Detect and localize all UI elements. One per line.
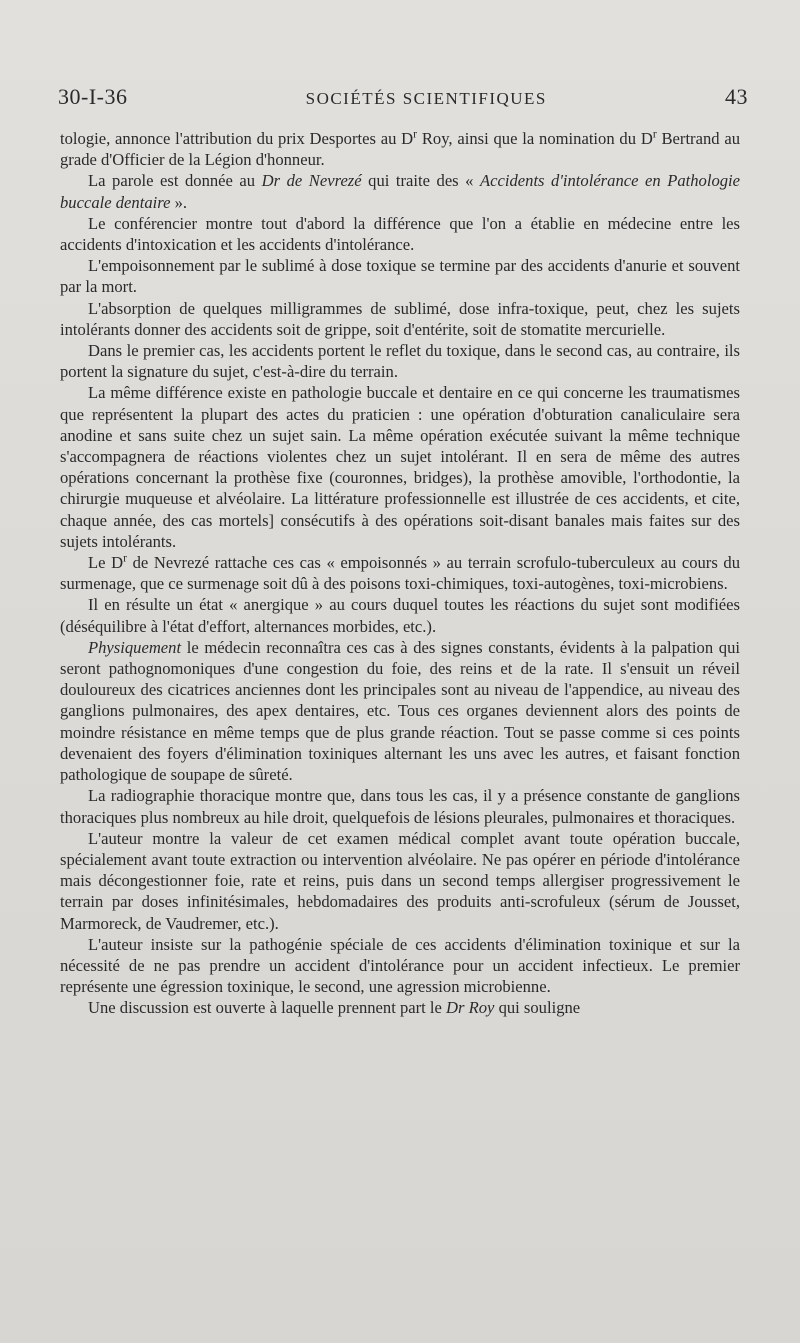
body-text <box>60 128 740 1019</box>
paragraph: Le $D^r$ de Nevrezé rattache ces cas « empoisonnés » au terrain scrofulo-tuberculeux au cours du surmenage, que ce surmenage soit dû à des poisons toxi-chimiques, toxi-autogènes, toxi-microbiens. <box>60 551 741 594</box>
paragraph: Physiquement le médecin reconnaîtra ces cas à des signes constants, évidents à la palpation qui seront pathognomoniques d'une congestion du foie, des reins et de la rate. Il s'ensuit un réveil douloureux des cicatrices anciennes dont les principales sont au niveau de l'appendice, au niveau des ganglions pulmonaires, des apex dentaires, etc. Tous ces organes deviennent alors des points de moindre résistance en même temps que de plus grande réaction. Tout se passe comme si ces points devenaient des foyers d'élimination toxiniques alternant les uns avec les autres, et faisant fonction pathologique de soupape de sûreté. <box>60 637 740 785</box>
paragraph: La radiographie thoracique montre que, dans tous les cas, il y a présence constante de ganglions thoraciques plus nombreux au hile droit, quelquefois de lésions pleurales, pulmonaires et thoraciques. <box>60 786 740 827</box>
page-number: 43 <box>725 84 748 109</box>
header-date: 30-I-36 <box>58 84 128 109</box>
paragraph: L'auteur insiste sur la pathogénie spéciale de ces accidents d'élimination toxinique et sur la nécessité de ne pas prendre un accident d'intolérance pour un accident infectieux. Le premier représente une égression toxinique, le second, une agression microbienne. <box>60 934 740 997</box>
page-header <box>58 84 748 110</box>
paragraph: L'absorption de quelques milligrammes de sublimé, dose infra-toxique, peut, chez les sujets intolérants donner des accidents soit de grippe, soit d'entérite, soit de stomatite mercurielle. <box>60 298 740 339</box>
paragraph: Le conférencier montre tout d'abord la différence que l'on a établie en médecine entre les accidents d'intoxication et les accidents d'intolérance. <box>60 213 740 255</box>
paragraph: tologie, annonce l'attribution du prix Desportes au $D^r$ Roy, ainsi que la nomination du $D^r$ Bertrand au grade d'Officier de la Légion d'honneur. <box>60 127 740 170</box>
paragraph: L'auteur montre la valeur de cet examen médical complet avant toute opération buccale, spécialement avant toute extraction ou intervention alvéolaire. Ne pas opérer en période d'intolérance mais décongestionner foie, rate et reins, puis dans un second temps allergiser progressivement le terrain par doses infinitésimales, hebdomadaires des produits anti-scrofuleux (sérum de Jousset, Marmoreck, de Vaudremer, etc.). <box>60 828 740 933</box>
paragraph: Une discussion est ouverte à laquelle prennent part le Dr Roy qui souligne <box>88 998 581 1018</box>
paragraph: La même différence existe en pathologie buccale et dentaire en ce qui concerne les traumatismes que représentent la plupart des actes du praticien : une opération d'obturation canaliculaire sera anodine et sans suite chez un sujet sain. La même opération exécutée suivant la même technique s'accompagnera de réactions violentes chez un sujet intolérant. Il en sera de même des autres opérations concernant la prothèse fixe (couronnes, bridges), la prothèse amovible, l'orthodontie, la chirurgie muqueuse et alvéolaire. La littérature professionnelle est illustrée de ces accidents, et cite, chaque année, des cas mortels] consécutifs à des opérations soit-disant banales mais faites sur des sujets intolérants. <box>60 383 740 551</box>
running-title: SOCIÉTÉS SCIENTIFIQUES <box>305 89 547 108</box>
paragraph: L'empoisonnement par le sublimé à dose toxique se termine par des accidents d'anurie et souvent par la mort. <box>60 256 740 297</box>
paragraph: Dans le premier cas, les accidents portent le reflet du toxique, dans le second cas, au contraire, ils portent la signature du sujet, c'est-à-dire du terrain. <box>60 341 740 382</box>
paragraph: La parole est donnée au Dr de Nevrezé qui traite des « Accidents d'intolérance en Pathologie buccale dentaire ». <box>60 171 741 212</box>
paragraph: Il en résulte un état « anergique » au cours duquel toutes les réactions du sujet sont modifiées (déséquilibre à l'état d'effort, alternances morbides, etc.). <box>60 595 740 636</box>
